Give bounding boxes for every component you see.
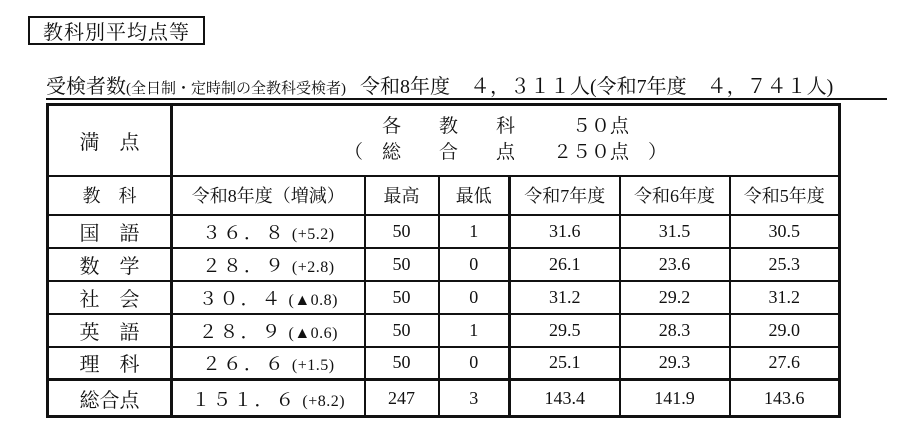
r8-cell <box>172 281 365 314</box>
r6-cell: 31.5 <box>620 215 730 248</box>
min-cell: 3 <box>439 380 510 417</box>
r6-cell: 23.6 <box>620 248 730 281</box>
r7-cell: 25.1 <box>510 347 620 380</box>
r5-cell: 25.3 <box>730 248 840 281</box>
r8-diff: (+8.2) <box>302 392 346 410</box>
examinees-qualifier: (全日制・定時制の全教科受検者) <box>126 81 346 97</box>
col-header-max: 最高 <box>365 176 439 215</box>
max-cell: 247 <box>365 380 439 417</box>
subject-cell: 数 学 <box>48 248 172 281</box>
min-cell: 1 <box>439 215 510 248</box>
r6-cell: 28.3 <box>620 314 730 347</box>
table-row-total <box>48 380 840 417</box>
r5-cell: 29.0 <box>730 314 840 347</box>
r8-cell <box>172 248 365 281</box>
max-cell: 50 <box>365 347 439 380</box>
col-header-r7: 令和7年度 <box>510 176 620 215</box>
max-points-line2: （ 総 合 点 ２５０点 ） <box>344 142 668 164</box>
subject-cell: 英 語 <box>48 314 172 347</box>
subject-cell: 理 科 <box>48 347 172 380</box>
min-cell: 0 <box>439 281 510 314</box>
max-cell: 50 <box>365 281 439 314</box>
col-header-min: 最低 <box>439 176 510 215</box>
min-cell: 1 <box>439 314 510 347</box>
r7-cell: 31.2 <box>510 281 620 314</box>
r8-value: ３０．４ <box>198 288 283 310</box>
r5-cell: 30.5 <box>730 215 840 248</box>
subject-cell: 国 語 <box>48 215 172 248</box>
table-row-rika <box>48 347 840 380</box>
r8-value: ３６．８ <box>201 222 286 244</box>
table-row-kokugo <box>48 215 840 248</box>
table-row-eigo <box>48 314 840 347</box>
r8-cell <box>172 347 365 380</box>
r8-diff: (▲0.8) <box>288 291 338 309</box>
max-points-line1: 各 教 科 ５０点 <box>382 116 630 138</box>
max-cell: 50 <box>365 215 439 248</box>
r8-value: ２６．６ <box>201 354 286 376</box>
examinees-line <box>46 70 887 100</box>
title-box <box>28 16 205 45</box>
r8-value: １５１．６ <box>191 389 297 411</box>
subject-cell: 社 会 <box>48 281 172 314</box>
header-row-max-points <box>48 105 840 176</box>
r8-value: ２８．９ <box>201 255 286 277</box>
r8-cell <box>172 215 365 248</box>
r6-cell: 141.9 <box>620 380 730 417</box>
r8-diff: (▲0.6) <box>288 324 338 342</box>
r8-cell <box>172 380 365 417</box>
col-header-r6: 令和6年度 <box>620 176 730 215</box>
col-header-r5: 令和5年度 <box>730 176 840 215</box>
r5-cell: 27.6 <box>730 347 840 380</box>
r7-cell: 143.4 <box>510 380 620 417</box>
table-row-sugaku <box>48 248 840 281</box>
max-cell: 50 <box>365 314 439 347</box>
subject-cell: 総合点 <box>48 380 172 417</box>
r8-cell <box>172 314 365 347</box>
r8-diff: (+5.2) <box>291 225 335 243</box>
score-table <box>46 103 841 418</box>
r6-cell: 29.2 <box>620 281 730 314</box>
r8-diff: (+2.8) <box>291 258 335 276</box>
page-title: 教科別平均点等 <box>43 22 190 44</box>
r8-value: ２８．９ <box>198 321 283 343</box>
max-cell: 50 <box>365 248 439 281</box>
r6-cell: 29.3 <box>620 347 730 380</box>
examinees-numbers: 令和8年度 ４，３１１人(令和7年度 ４，７４１人) <box>360 76 834 98</box>
r5-cell: 31.2 <box>730 281 840 314</box>
r7-cell: 26.1 <box>510 248 620 281</box>
table-row-shakai <box>48 281 840 314</box>
examinees-label: 受検者数 <box>46 76 126 98</box>
col-header-subject: 教 科 <box>48 176 172 215</box>
col-header-r8: 令和8年度（増減） <box>172 176 365 215</box>
r7-cell: 29.5 <box>510 314 620 347</box>
r5-cell: 143.6 <box>730 380 840 417</box>
r8-diff: (+1.5) <box>291 357 335 375</box>
r7-cell: 31.6 <box>510 215 620 248</box>
min-cell: 0 <box>439 347 510 380</box>
max-points-label-cell: 満 点 <box>48 105 172 176</box>
max-points-merged-cell <box>172 105 840 176</box>
header-row-columns <box>48 176 840 215</box>
min-cell: 0 <box>439 248 510 281</box>
